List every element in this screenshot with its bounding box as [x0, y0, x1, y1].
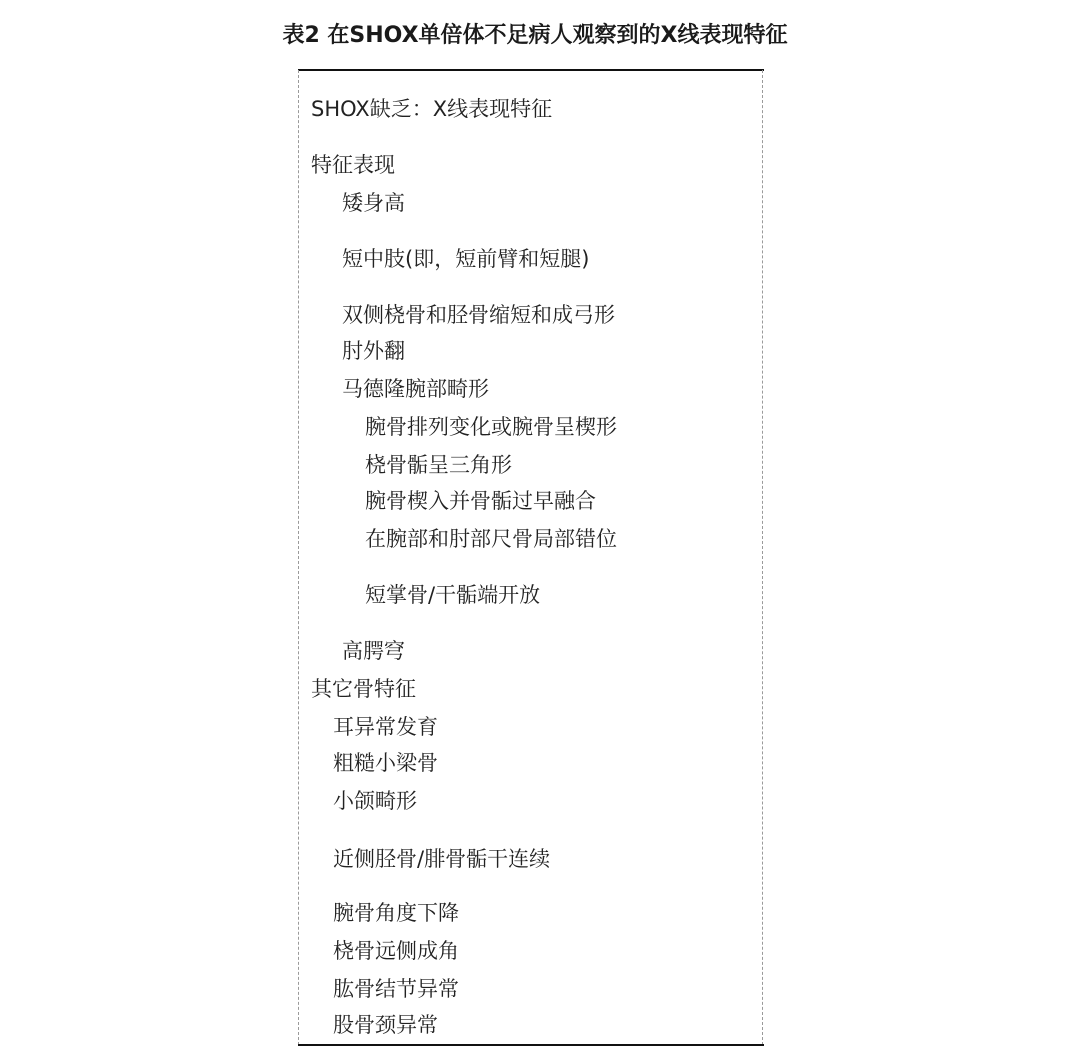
list-item: 矮身高 — [342, 191, 405, 215]
list-item: 粗糙小梁骨 — [333, 751, 438, 775]
list-item: 肘外翻 — [342, 339, 405, 363]
list-item: 股骨颈异常 — [333, 1013, 438, 1037]
list-item: 双侧桡骨和胫骨缩短和成弓形 — [342, 303, 615, 327]
list-item: 桡骨远侧成角 — [333, 939, 459, 963]
list-item: 耳异常发育 — [333, 715, 438, 739]
sub-list-item: 短掌骨/干骺端开放 — [365, 583, 541, 607]
list-item: 肱骨结节异常 — [333, 977, 459, 1001]
list-item: 马德隆腕部畸形 — [342, 377, 489, 401]
sub-list-item: 在腕部和肘部尺骨局部错位 — [365, 527, 617, 551]
list-item: 短中肢(即，短前臂和短腿) — [342, 247, 590, 271]
table-bottom-rule — [298, 1044, 764, 1046]
sub-list-item: 腕骨楔入并骨骺过早融合 — [365, 489, 596, 513]
section-heading-characteristic: 特征表现 — [311, 153, 395, 177]
list-item: 腕骨角度下降 — [333, 901, 459, 925]
list-item: 小颌畸形 — [333, 789, 417, 813]
list-item: 近侧胫骨/腓骨骺干连续 — [333, 847, 551, 871]
list-item: 高腭穹 — [342, 639, 405, 663]
table-title: 表2 在SHOX单倍体不足病人观察到的X线表现特征 — [282, 23, 788, 48]
sub-list-item: 桡骨骺呈三角形 — [365, 453, 512, 477]
table-header: SHOX缺乏：X线表现特征 — [311, 97, 553, 121]
table-frame — [298, 70, 763, 1045]
section-heading-other: 其它骨特征 — [311, 677, 416, 701]
sub-list-item: 腕骨排列变化或腕骨呈楔形 — [365, 415, 617, 439]
